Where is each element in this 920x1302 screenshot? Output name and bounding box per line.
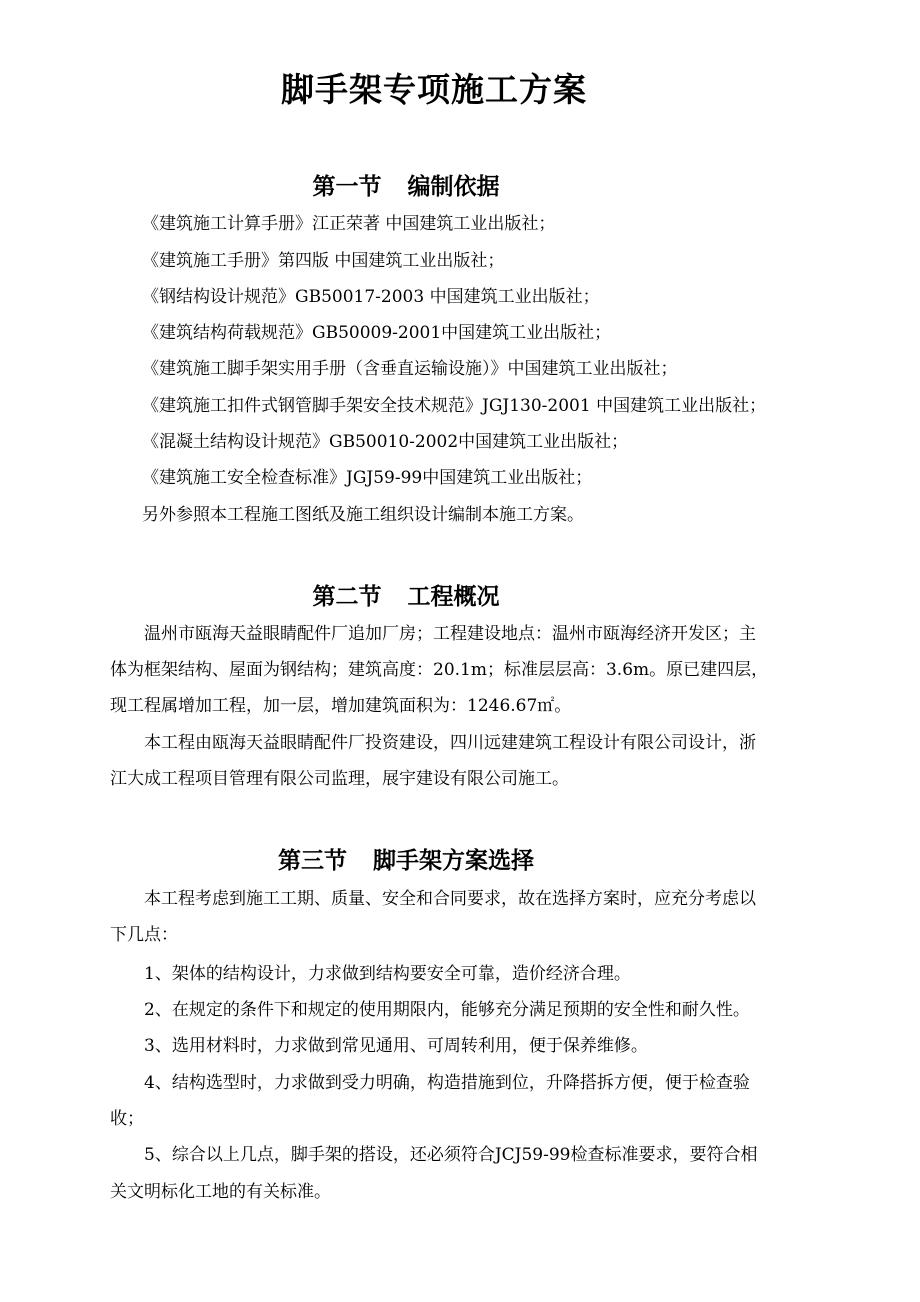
section-3-heading — [0, 842, 812, 875]
selection-point-4-cont: 收； — [110, 1109, 144, 1129]
overview-paragraph-1-line: 温州市瓯海天益眼睛配件厂追加厂房；工程建设地点：温州市瓯海经济开发区；主 — [144, 624, 756, 644]
reference-item: 《建筑施工手册》第四版 中国建筑工业出版社； — [142, 251, 505, 271]
overview-paragraph-2-line: 本工程由瓯海天益眼睛配件厂投资建设，四川远建建筑工程设计有限公司设计，浙 — [144, 733, 756, 753]
reference-item: 《建筑施工计算手册》江正荣著 中国建筑工业出版社； — [142, 214, 556, 234]
selection-point-3: 3、选用材料时，力求做到常见通用、可周转利用，便于保养维修。 — [144, 1036, 648, 1056]
overview-paragraph-2-line: 江大成工程项目管理有限公司监理，展宇建设有限公司施工。 — [110, 769, 569, 789]
section-1-heading — [0, 168, 812, 201]
section-1-name: 编制依据 — [407, 174, 500, 200]
section-2-number: 第二节 — [312, 584, 382, 610]
selection-point-4: 4、结构选型时，力求做到受力明确，构造措施到位，升降搭拆方便，便于检查验 — [144, 1073, 750, 1093]
section-3-number: 第三节 — [278, 848, 347, 874]
section-3-name: 脚手架方案选择 — [373, 848, 534, 874]
selection-point-2: 2、在规定的条件下和规定的使用期限内，能够充分满足预期的安全性和耐久性。 — [144, 1000, 750, 1020]
selection-point-5-cont: 关文明标化工地的有关标准。 — [110, 1182, 331, 1202]
section-2-name: 工程概况 — [407, 584, 500, 610]
reference-note: 另外参照本工程施工图纸及施工组织设计编制本施工方案。 — [142, 505, 584, 525]
section-2-heading — [0, 578, 812, 611]
reference-item: 《混凝土结构设计规范》GB50010-2002中国建筑工业出版社； — [142, 432, 629, 452]
reference-item: 《钢结构设计规范》GB50017-2003 中国建筑工业出版社； — [142, 287, 600, 307]
reference-item: 《建筑结构荷载规范》GB50009-2001中国建筑工业出版社； — [142, 323, 612, 343]
selection-intro-line: 本工程考虑到施工工期、质量、安全和合同要求，故在选择方案时，应充分考虑以 — [144, 889, 756, 909]
overview-paragraph-1-line: 现工程属增加工程，加一层，增加建筑面积为：1246.67㎡。 — [110, 696, 572, 716]
section-1-number: 第一节 — [312, 174, 382, 200]
reference-item: 《建筑施工扣件式钢管脚手架安全技术规范》JGJ130-2001 中国建筑工业出版社； — [142, 396, 767, 416]
overview-paragraph-1-line: 体为框架结构、屋面为钢结构；建筑高度：20.1m；标准层层高：3.6m。原已建四层， — [110, 660, 769, 680]
document-title: 脚手架专项施工方案 — [281, 70, 587, 109]
selection-point-1: 1、架体的结构设计，力求做到结构要安全可靠，造价经济合理。 — [144, 964, 631, 984]
selection-intro-line: 下几点： — [110, 925, 178, 945]
selection-point-5: 5、综合以上几点，脚手架的搭设，还必须符合JCJ59-99检查标准要求，要符合相 — [144, 1145, 758, 1165]
reference-item: 《建筑施工脚手架实用手册（含垂直运输设施）》中国建筑工业出版社； — [142, 359, 678, 379]
reference-item: 《建筑施工安全检查标准》JGJ59-99中国建筑工业出版社； — [142, 468, 593, 488]
